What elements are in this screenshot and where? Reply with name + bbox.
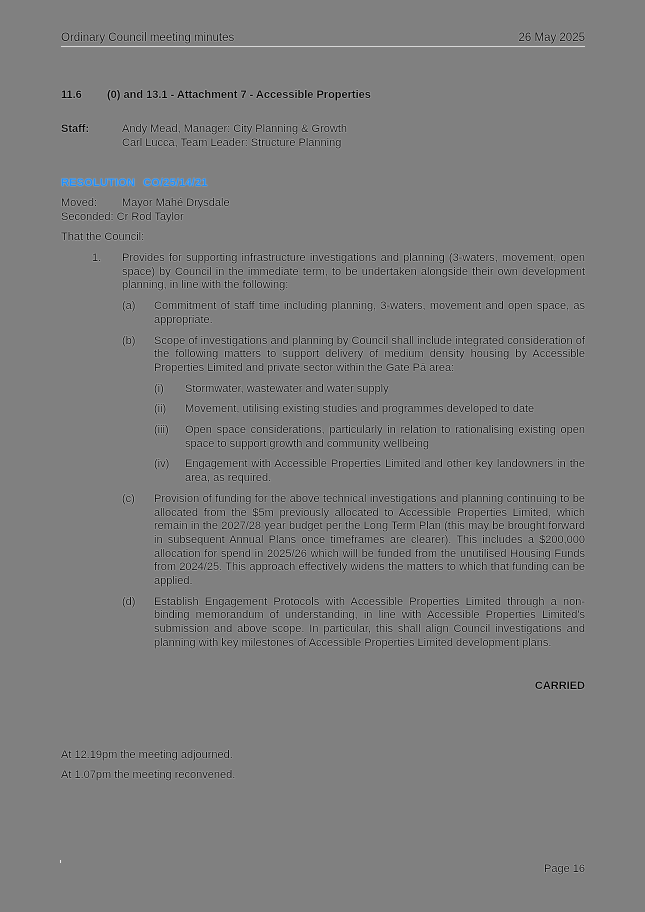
- list-subitem-text: Scope of investigations and planning by Council shall include integrated consideration of the following matters to support delivery of medium density housing by Accessible Properties Limited and private sector within the Gate Pā area:: [154, 334, 585, 374]
- staff-names: [122, 123, 347, 150]
- list-marker: (ii): [154, 403, 167, 416]
- list-subitem: [122, 596, 585, 651]
- staff-member: Carl Lucca, Team Leader: Structure Planning: [122, 136, 342, 149]
- list-subsubitem: [154, 383, 585, 397]
- carried-status: CARRIED: [534, 680, 585, 692]
- list-marker: (d): [122, 595, 136, 608]
- staff-member: Andy Mead, Manager: City Planning & Growth: [122, 123, 348, 135]
- resolution-heading: [61, 177, 208, 191]
- page-header: [61, 32, 585, 47]
- item-number: 11.6: [61, 89, 82, 101]
- resolution-intro: That the Council:: [61, 231, 145, 243]
- list-subitem-text: Provision of funding for the above technical investigations and planning continuing to be allocated from the $5m previously allocated to Accessible Properties Limited, which remain in the 2027/28 year budget per the Long Term Plan (this may be brought forward in subsequent Annual Plans once timeframes are clearer). This includes a $200,000 allocation for spend in 2025/26 which will be funded from the unutilised Housing Funds from 2024/25. This approach effectively widens the matters to which that funding can be applied.: [154, 492, 585, 588]
- item-title: (0) and 13.1 - Attachment 7 - Accessible Properties: [107, 89, 371, 101]
- list-marker: (c): [122, 492, 135, 505]
- moved-label: Moved:: [61, 197, 98, 209]
- list-subitem-text: Establish Engagement Protocols with Accessible Properties Limited through a non-binding memorandum of understanding, in line with Accessible Properties Limited's submission and above scope. In particular, this shall align Council investigations and planning with key milestones of Accessible Properties Limited development plans.: [154, 595, 585, 649]
- list-subsubitem: [154, 424, 585, 451]
- motion-block: [61, 197, 230, 224]
- seconded-by: Cr Rod Taylor: [116, 210, 184, 223]
- list-marker: 1.: [92, 252, 102, 264]
- document-title: Ordinary Council meeting minutes: [61, 32, 235, 44]
- list-item-text: Provides for supporting infrastructure investigations and planning (3-waters, movement, open space) by Council in the immediate term, to be undertaken alongside their own development planning, in line with the following:: [122, 252, 585, 292]
- moved-by: Mayor Mahé Drysdale: [122, 197, 230, 209]
- list-item: [92, 252, 585, 293]
- list-subsubitem-text: Movement, utilising existing studies and programmes developed to date: [185, 403, 535, 416]
- list-marker: (a): [122, 300, 136, 313]
- list-subsubitem-text: Engagement with Accessible Properties Limited and other key landowners in the area, as required.: [185, 458, 585, 485]
- list-marker: (iii): [154, 424, 169, 437]
- footer-mark: [60, 860, 61, 863]
- list-marker: (iv): [154, 458, 170, 471]
- page-number: Page 16: [544, 863, 585, 875]
- list-subsubitem: [154, 458, 585, 485]
- adjourned-note: At 12.19pm the meeting adjourned.: [61, 749, 233, 761]
- seconded-label: Seconded:: [61, 210, 114, 223]
- list-subsubitem-text: Open space considerations, particularly in relation to rationalising existing open space to support growth and community wellbeing: [185, 424, 585, 450]
- list-subitem: [122, 493, 585, 589]
- list-marker: (b): [122, 334, 136, 347]
- list-subitem: [122, 335, 585, 376]
- reconvened-note: At 1.07pm the meeting reconvened.: [61, 769, 236, 781]
- list-subsubitem: [154, 403, 585, 417]
- list-subitem: [122, 300, 585, 327]
- list-subitem-text: Commitment of staff time including planning, 3-waters, movement and open space, as appropriate.: [154, 300, 585, 326]
- resolution-number: CO/25/14/21: [143, 177, 208, 189]
- staff-label: Staff:: [61, 123, 90, 135]
- list-subsubitem-text: Stormwater, wastewater and water supply: [185, 382, 389, 395]
- resolution-label: RESOLUTION: [61, 177, 136, 189]
- list-marker: (i): [154, 382, 164, 395]
- resolution-list: [92, 252, 585, 651]
- item-heading: [61, 89, 371, 103]
- meeting-date: 26 May 2025: [518, 32, 585, 44]
